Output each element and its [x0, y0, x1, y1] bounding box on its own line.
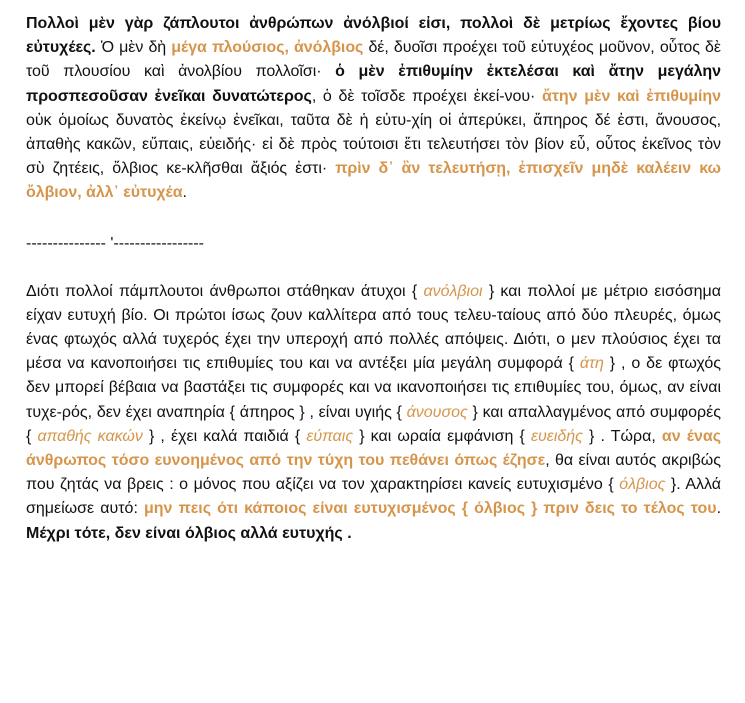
- modern-text: } και απαλλαγμένος από συμφορές {: [26, 403, 721, 445]
- modern-text: } και πολλοί με μέτριο εισόσημα είχαν ευτυχή βίο. Οι πρώτοι ίσως ζουν καλλίτερα από τους τελευ-ταίους από δύο πλευρές, όμως ένας φτωχός αλλά τυχερός έχει την υπεροχή από πολλές απόψεις. Διότι, ο μεν πλούσιος έχει τα μέσα να κανοποιήσει τις επιθυμίες του και να αντέξει μία μεγάλη συμφορά {: [26, 282, 722, 373]
- ancient-highlight: πρὶν δ᾽ ἂν τελευτήσῃ, ἐπισχεῖν μηδὲ καλέειν κω ὄλβιον, ἀλλ᾽ εὐτυχέα: [26, 160, 722, 202]
- ancient-text: , ὁ δὲ τοῖσδε προέχει ἐκεί-νου·: [311, 87, 543, 105]
- modern-gloss: ανόλβιοι: [423, 282, 483, 300]
- ancient-text: Ὁ μὲν δὴ: [95, 39, 172, 57]
- modern-highlight: αν ένας άνθρωπος τόσο ευνοημένος από την τύχη του πεθάνει όπως έζησε: [26, 427, 722, 470]
- modern-text: .: [716, 500, 722, 518]
- document-page: [26, 12, 721, 546]
- modern-closing-sentence: Μέχρι τότε, δεν είναι όλβιος αλλά ευτυχής .: [26, 524, 352, 542]
- modern-gloss: ευειδής: [530, 427, 583, 445]
- modern-gloss: άνουσος: [406, 403, 468, 421]
- ancient-text: οὐκ ὁμοίως δυνατὸς ἐκείνῳ ἐνεῖκαι, ταῦτα δὲ ἡ εὐτυ-χίη οἱ ἀπερύκει, ἄπηρος δέ ἐστι, ἄνουσος, ἀπαθὴς κακῶν, εὔπαις, εὐειδής· εἰ δὲ πρὸς τούτοισι ἔτι τελευτήσει τὸν βίον εὖ, οὗτος ἐκεῖνος τὸν σὺ ζητέεις, ὄλβιος κε-κλῆσθαι ἄξιός ἐστι·: [26, 111, 721, 178]
- modern-text: Διότι πολλοί πάμπλουτοι άνθρωποι στάθηκαν άτυχοι {: [26, 282, 424, 300]
- ancient-highlight: μέγα πλούσιος, ἀνόλβιος: [171, 39, 364, 57]
- ancient-text: δέ, δυοῖσι προέχει τοῦ εὐτυχέος μοῦνον, οὗτος δὲ τοῦ πλουσίου καὶ ἀνολβίου πολλοῖσι·: [26, 39, 721, 81]
- ancient-text: .: [182, 184, 187, 202]
- modern-text: } και ωραία εμφάνιση {: [353, 427, 531, 445]
- ancient-greek-paragraph: [26, 12, 721, 206]
- modern-text: }. Αλλά σημείωσε αυτό:: [26, 476, 721, 518]
- modern-highlight: μην πεις ότι κάποιος είναι ευτυχισμένος { όλβιος } πριν δεις το τέλος του: [143, 500, 717, 518]
- ancient-highlight: ἄτην μὲν καὶ ἐπιθυμίην: [542, 87, 721, 105]
- modern-gloss: άτη: [579, 355, 604, 373]
- modern-text: } , έχει καλά παιδιά {: [142, 427, 307, 445]
- modern-gloss: εύπαις: [306, 427, 354, 445]
- modern-text: , θα είναι αυτός ακριβώς που ζητάς να βρεις : ο μόνος που αξίζει να τον χαρακτηρίσει κανείς ευτυχισμένο {: [26, 452, 722, 494]
- modern-gloss: όλβιος: [619, 476, 666, 494]
- modern-text: } . Τώρα,: [582, 427, 662, 445]
- ancient-opening-sentence: Πολλοὶ μὲν γὰρ ζάπλουτοι ἀνθρώπων ἀνόλβιοί εἰσι, πολλοὶ δὲ μετρίως ἔχοντες βίου εὐτυχέες.: [26, 15, 721, 57]
- ancient-bold-phrase: ὁ μὲν ἐπιθυμίην ἐκτελέσαι καὶ ἄτην μεγάλην προσπεσοῦσαν ἐνεῖκαι δυνατώτερος: [26, 63, 721, 105]
- modern-gloss: απαθής κακών: [37, 427, 143, 445]
- section-separator: --------------- '-----------------: [26, 234, 204, 252]
- modern-text: } , ο δε φτωχός δεν μπορεί βέβαια να βαστάξει τις συμφορές και να ικανοποιήσει τις επιθυμίες του, όμως, αν είναι τυχε-ρός, δεν έχει αναπηρία { άπηρος } , είναι υγιής {: [26, 355, 721, 421]
- modern-greek-paragraph: [26, 280, 721, 546]
